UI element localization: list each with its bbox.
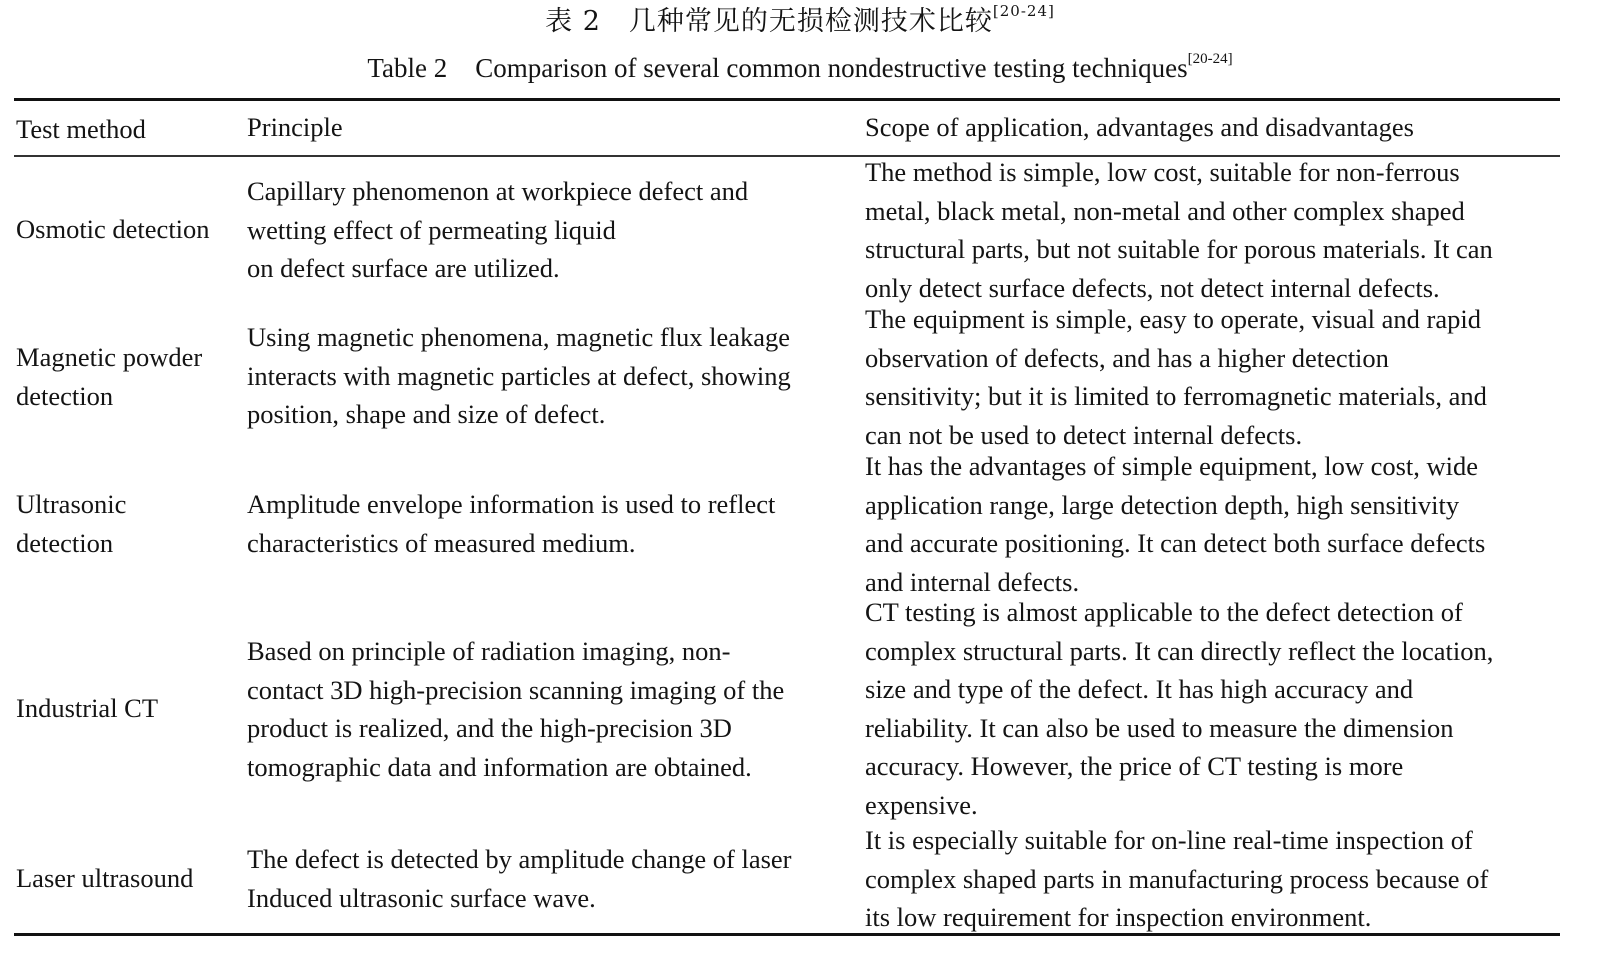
- table-reference-en: [20-24]: [1187, 51, 1233, 67]
- row2-method-line: detection: [16, 380, 114, 411]
- row4-scope-line: CT testing is almost applicable to the defect detection of: [865, 597, 1463, 627]
- row2-principle: [247, 318, 791, 434]
- row5-scope-line: It is especially suitable for on-line real-time inspection of: [865, 825, 1473, 855]
- row1-method-line: Osmotic detection: [16, 214, 210, 244]
- row1-method: [16, 210, 210, 249]
- row1-scope-line: metal, black metal, non-metal and other complex shaped: [865, 195, 1465, 226]
- row3-scope: [865, 447, 1485, 601]
- row4-scope-line: size and type of the defect. It has high accuracy and: [865, 674, 1414, 704]
- row1-scope-line: only detect surface defects, not detect internal defects.: [865, 272, 1440, 303]
- row3-principle-line: Amplitude envelope information is used to reflect: [247, 489, 776, 519]
- row3-principle: [247, 485, 775, 562]
- row5-principle-line: Induced ultrasonic surface wave.: [247, 882, 596, 913]
- row3-scope-line: and internal defects.: [865, 566, 1080, 597]
- row5-scope: [865, 821, 1488, 937]
- row1-principle-line: wetting effect of permeating liquid: [247, 214, 616, 245]
- table-reference-cn: [20-24]: [992, 2, 1055, 20]
- row1-scope-line: structural parts, but not suitable for porous materials. It can: [865, 234, 1493, 264]
- row2-principle-line: Using magnetic phenomena, magnetic flux leakage: [247, 322, 791, 352]
- row1-principle-line: on defect surface are utilized.: [247, 253, 560, 283]
- row4-principle-line: tomographic data and information are obtained.: [247, 751, 752, 782]
- row4-method-line: Industrial CT: [16, 693, 159, 723]
- row5-principle-line: The defect is detected by amplitude change of laser: [247, 844, 792, 874]
- row5-method-line: Laser ultrasound: [16, 863, 194, 893]
- row1-principle: [247, 172, 748, 288]
- row3-scope-line: and accurate positioning. It can detect both surface defects: [865, 528, 1486, 558]
- row2-scope: [865, 300, 1487, 454]
- row4-scope-line: expensive.: [865, 789, 978, 820]
- row4-scope-line: complex structural parts. It can directly reflect the location,: [865, 635, 1494, 666]
- row4-scope-line: reliability. It can also be used to measure the dimension: [865, 712, 1454, 743]
- row2-principle-line: position, shape and size of defect.: [247, 399, 606, 429]
- row4-principle-line: product is realized, and the high-precision 3D: [247, 713, 732, 743]
- table-title-en: Comparison of several common nondestructive testing techniques: [475, 53, 1188, 83]
- row1-scope: [865, 153, 1493, 307]
- row4-principle: [247, 632, 784, 786]
- row1-scope-line: The method is simple, low cost, suitable for non-ferrous: [865, 157, 1460, 187]
- row3-method-line: Ultrasonic: [16, 489, 127, 519]
- row4-principle-line: contact 3D high-precision scanning imaging of the: [247, 674, 785, 705]
- row3-method: [16, 485, 126, 562]
- row3-scope-line: It has the advantages of simple equipment, low cost, wide: [865, 451, 1479, 481]
- row2-scope-line: The equipment is simple, easy to operate, visual and rapid: [865, 304, 1481, 334]
- table-top-rule: [14, 98, 1560, 101]
- table-caption-chinese: [0, 2, 1600, 42]
- row3-method-line: detection: [16, 527, 114, 558]
- row2-principle-line: interacts with magnetic particles at defect, showing: [247, 360, 791, 391]
- row5-principle: [247, 840, 791, 917]
- table-number-cn: 表 2: [545, 6, 601, 37]
- row4-principle-line: Based on principle of radiation imaging, non-: [247, 636, 731, 666]
- row5-method: [16, 859, 193, 898]
- row4-scope-line: accuracy. However, the price of CT testing is more: [865, 751, 1404, 781]
- row4-scope: [865, 593, 1493, 824]
- table-title-cn: 几种常见的无损检测技术比较: [628, 6, 993, 37]
- row4-method: [16, 689, 158, 728]
- row5-scope-line: its low requirement for inspection environment.: [865, 902, 1372, 932]
- row2-method: [16, 338, 202, 415]
- row3-scope-line: application range, large detection depth, high sensitivity: [865, 489, 1460, 520]
- row2-scope-line: can not be used to detect internal defects.: [865, 419, 1303, 450]
- header-test-method: Test method: [16, 114, 146, 144]
- header-principle: Principle: [247, 112, 343, 142]
- row2-method-line: Magnetic powder: [16, 342, 203, 372]
- row3-principle-line: characteristics of measured medium.: [247, 527, 636, 558]
- header-scope: Scope of application, advantages and disadvantages: [865, 112, 1414, 142]
- row2-scope-line: sensitivity; but it is limited to ferromagnetic materials, and: [865, 381, 1487, 411]
- table-caption-english: [0, 48, 1600, 88]
- row2-scope-line: observation of defects, and has a higher detection: [865, 342, 1389, 373]
- row5-scope-line: complex shaped parts in manufacturing process because of: [865, 863, 1489, 894]
- row1-principle-line: Capillary phenomenon at workpiece defect and: [247, 176, 749, 206]
- table-number-en: Table 2: [367, 53, 448, 83]
